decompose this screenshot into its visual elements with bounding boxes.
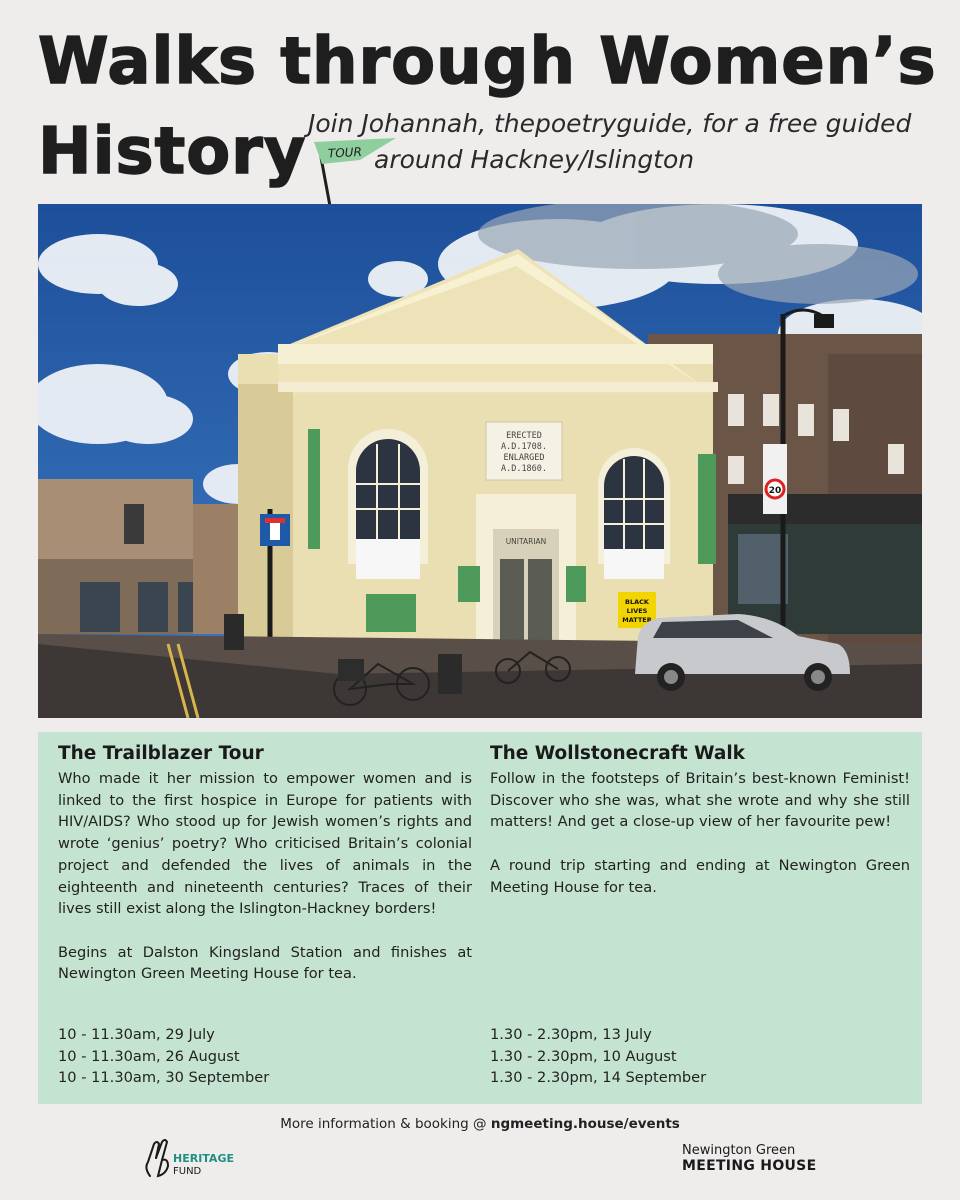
wollstonecraft-date: 1.30 - 2.30pm, 13 July xyxy=(490,1026,652,1043)
wollstonecraft-date: 1.30 - 2.30pm, 10 August xyxy=(490,1047,677,1065)
plaque-line1: ERECTED xyxy=(506,431,542,441)
heritage-fund-logo xyxy=(140,1138,250,1178)
ngmh-logo xyxy=(682,1144,832,1174)
flag-label: TOUR xyxy=(327,144,363,161)
booking-info xyxy=(0,1116,960,1132)
wollstonecraft-section xyxy=(490,740,910,898)
plaque-line2: A.D.1708. xyxy=(500,442,548,452)
ngmh-line1: Newington Green xyxy=(682,1143,796,1158)
door-sign: UNITARIAN xyxy=(505,537,547,546)
subtitle-line1: Join Johannah, thepoetryguide, for a free guided xyxy=(308,109,912,138)
trailblazer-date: 10 - 11.30am, 30 September xyxy=(58,1069,270,1087)
heritage-line1: HERITAGE xyxy=(173,1152,234,1165)
heritage-line2: FUND xyxy=(173,1166,202,1177)
plaque-line3: ENLARGED xyxy=(503,453,545,463)
subtitle xyxy=(308,106,928,178)
trailblazer-date: 10 - 11.30am, 26 August xyxy=(58,1047,240,1065)
tour-info-panel xyxy=(38,732,922,1104)
wollstonecraft-description: Follow in the footsteps of Britain’s best-known Feminist! Discover who she was, what she wrote and why she still matters! And get a close-up view of her favourite pew! xyxy=(490,770,910,831)
crossed-fingers-icon xyxy=(146,1140,168,1176)
wollstonecraft-date: 1.30 - 2.30pm, 14 September xyxy=(490,1069,707,1087)
page-title-line2: History xyxy=(38,115,307,189)
trailblazer-description: Who made it her mission to empower women and is linked to the first hospice in Europe for patients with HIV/AIDS? Who stood up for Jewish women’s rights and wrote ‘genius’ poetry? Who criticised Britain’s colonial project and defended the lives of animals in the eighteenth and nineteenth centuries? Traces of their lives still exist along the Islington-Hackney borders! xyxy=(58,770,472,918)
plaque-line4: A.D.1860. xyxy=(500,464,548,474)
meeting-house-photo xyxy=(38,204,922,718)
wollstonecraft-dates xyxy=(490,1024,706,1089)
subtitle-line2: around Hackney/Islington xyxy=(374,145,695,174)
poster-line1: BLACK xyxy=(625,598,649,606)
wollstonecraft-route: A round trip starting and ending at Newington Green Meeting House for tea. xyxy=(490,856,910,896)
poster-line3: MATTER xyxy=(622,616,652,624)
speed-sign-text: 20 xyxy=(768,486,782,496)
trailblazer-date: 10 - 11.30am, 29 July xyxy=(58,1026,215,1043)
wollstonecraft-title: The Wollstonecraft Walk xyxy=(490,743,745,764)
page-title-line1: Walks through Women’s xyxy=(38,25,937,99)
trailblazer-route: Begins at Dalston Kingsland Station and finishes at Newington Green Meeting House for tea. xyxy=(58,943,472,983)
ngmh-line2: MEETING HOUSE xyxy=(682,1158,817,1174)
booking-prefix: More information & booking @ xyxy=(280,1116,491,1132)
booking-link[interactable]: ngmeeting.house/events xyxy=(490,1116,680,1132)
trailblazer-section xyxy=(58,740,472,985)
trailblazer-title: The Trailblazer Tour xyxy=(58,743,264,764)
trailblazer-dates xyxy=(58,1024,269,1089)
poster-line2: LIVES xyxy=(626,607,648,615)
